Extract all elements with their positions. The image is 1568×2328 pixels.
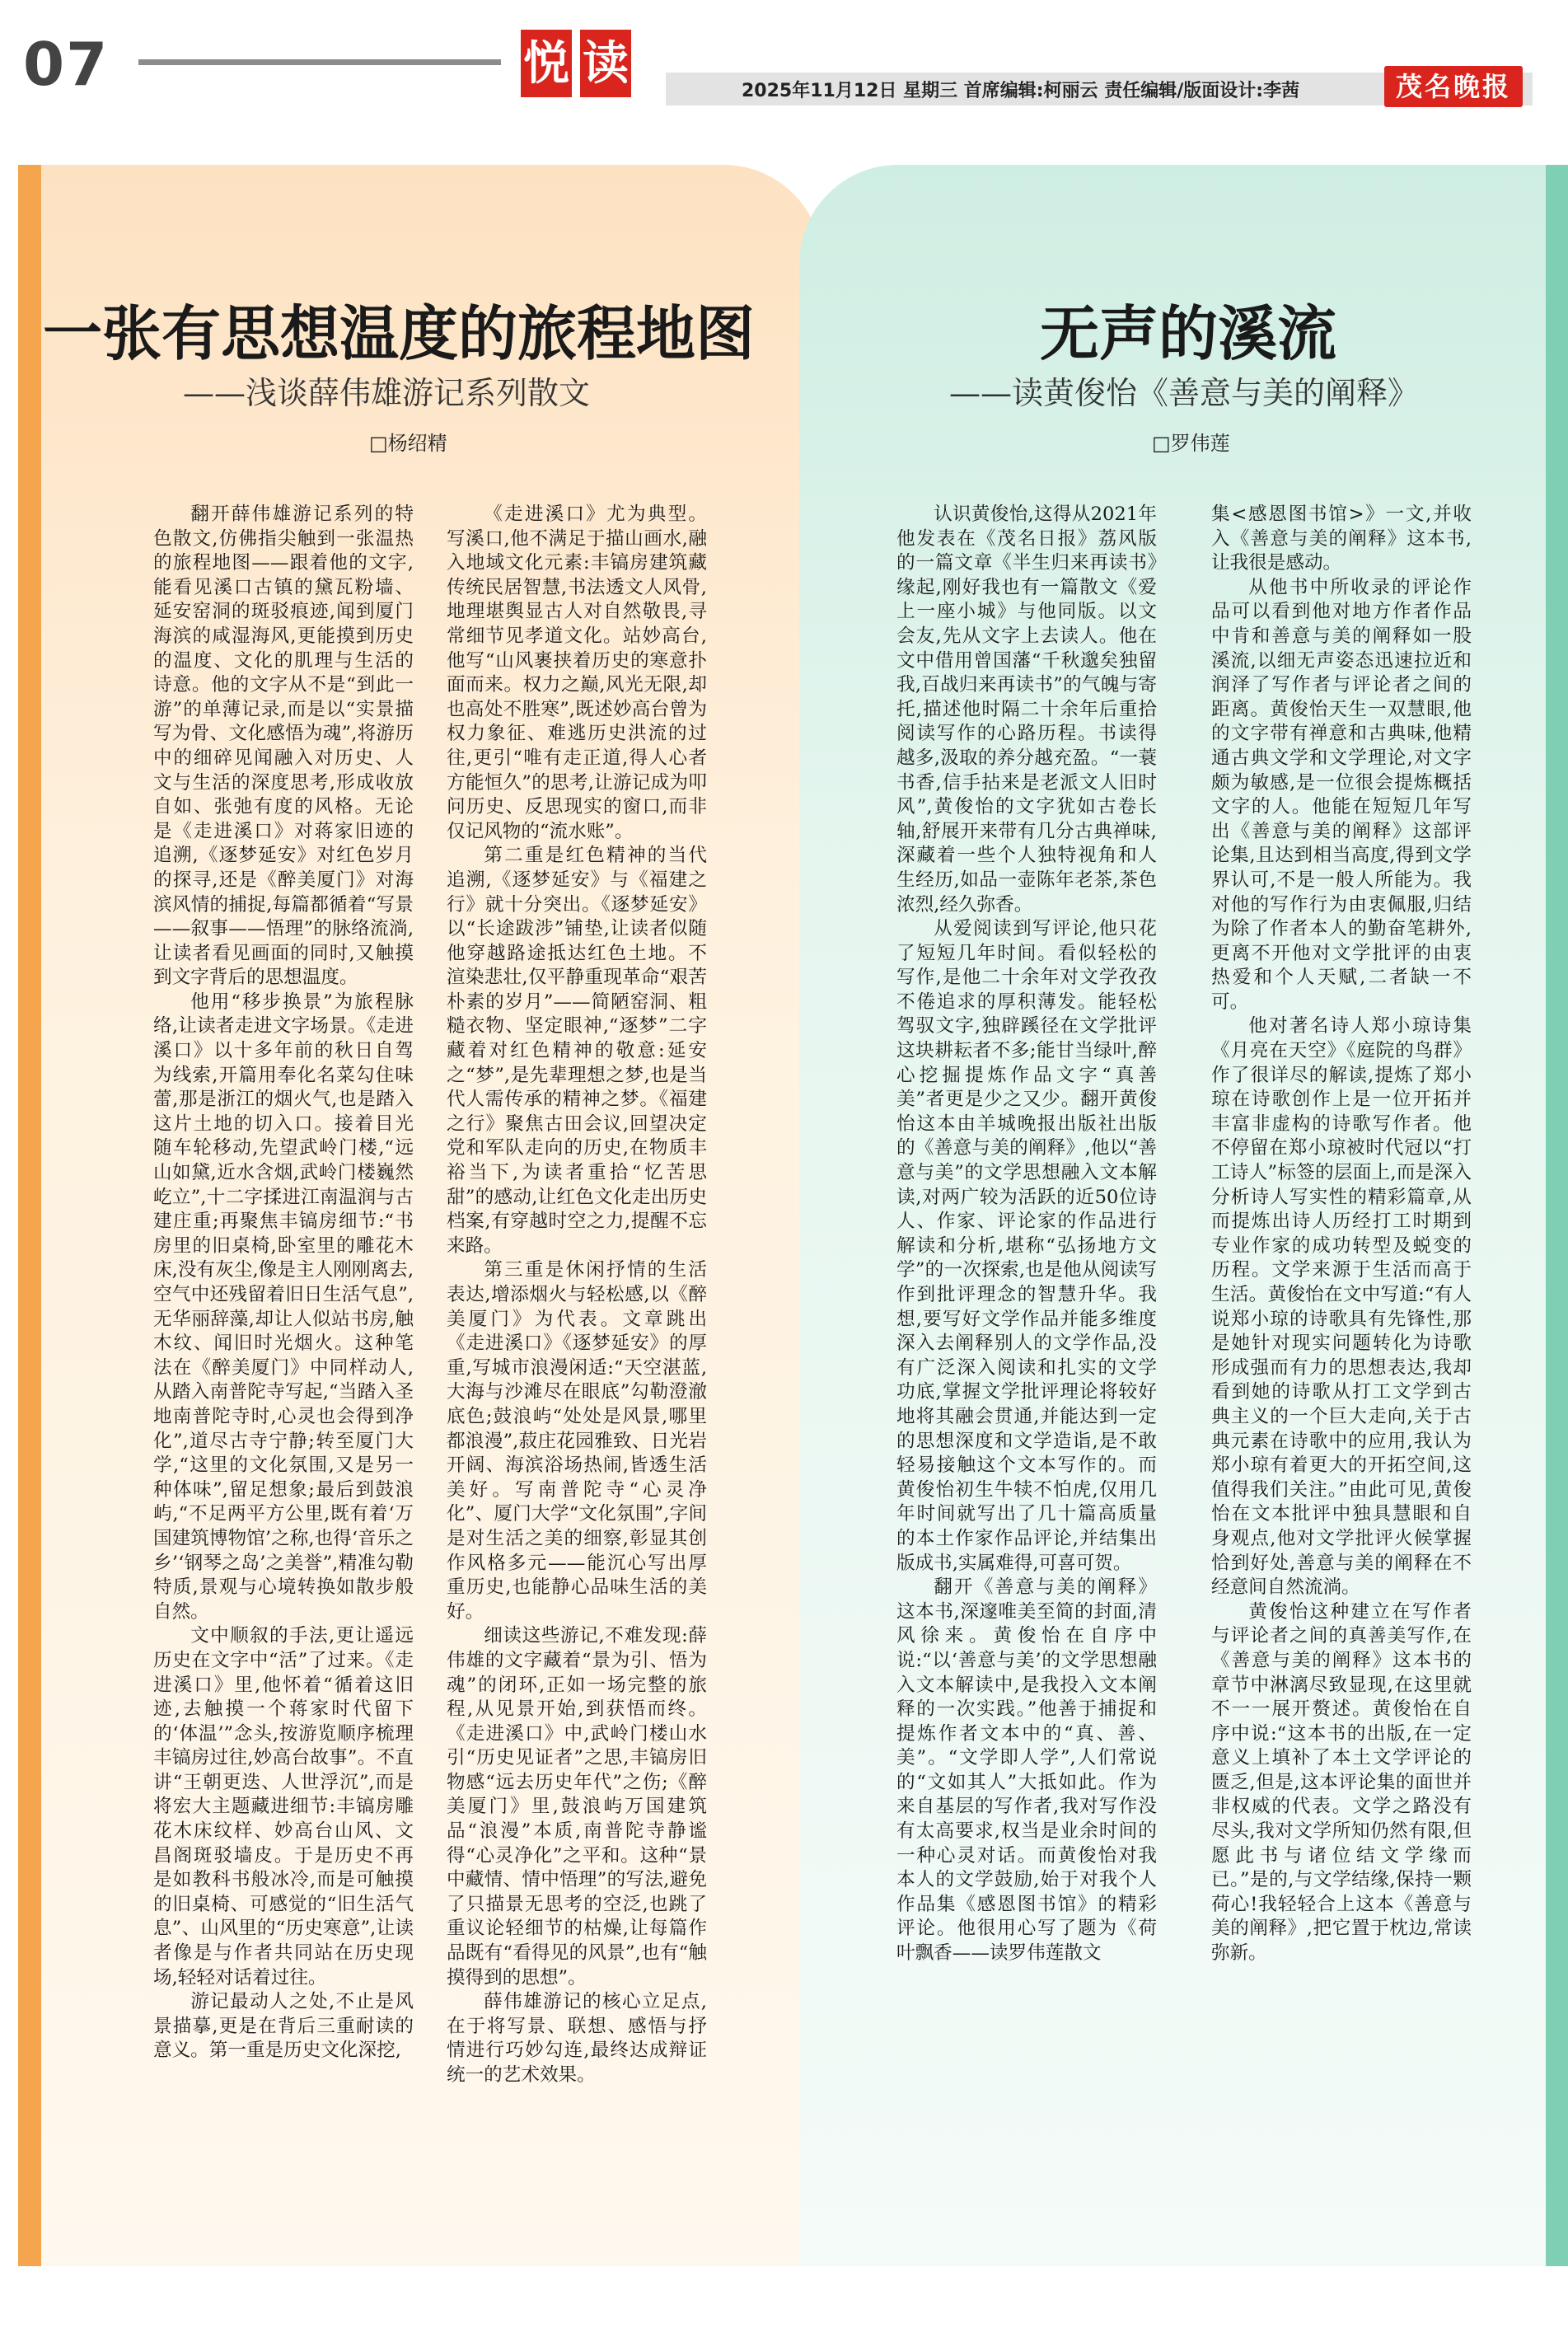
masthead-rule [138, 59, 501, 65]
paragraph: 从他书中所收录的评论作品可以看到他对地方作者作品中肯和善意与美的阐释如一股溪流,以细无声姿态迅速拉近和润泽了写作者与评论者之间的距离。黄俊怡天生一双慧眼,他的文字带有禅意和古典味,他精通古典文学和文学理论,对文字颇为敏感,是一位很会提炼概括文字的人。他能在短短几年写出《善意与美的阐释》这部评论集,且达到相当高度,得到文学界认可,不是一般人所能为。我对他的写作行为由衷佩服,归结为除了作者本人的勤奋笔耕外,更离不开他对文学批评的由衷热爱和个人天赋,二者缺一不可。 [1211, 576, 1472, 1013]
paragraph: 《走进溪口》尤为典型。写溪口,他不满足于描山画水,融入地域文化元素:丰镐房建筑藏传统民居智慧,书法透文人风骨,地理堪舆显古人对自然敬畏,寻常细节见孝道文化。站妙高台,他写“山风裹挟着历史的寒意扑面而来。权力之巅,风光无限,却也高处不胜寒”,既述妙高台曾为权力象征、难逃历史洪流的过往,更引“唯有走正道,得人心者方能恒久”的思考,让游记成为叩问历史、反思现实的窗口,而非仅记风物的“流水账”。 [447, 504, 707, 842]
left-article-subtitle: ——浅谈薛伟雄游记系列散文 [183, 375, 591, 411]
paragraph: 黄俊怡这种建立在写作者与评论者之间的真善美写作,在《善意与美的阐释》这本书的章节中淋漓尽致显现,在这里就不一一展开赘述。黄俊怡在自序中说:“这本书的出版,在一定意义上填补了本土文学评论的匮乏,但是,这本评论集的面世并非权威的代表。文学之路没有尽头,我对文学所知仍然有限,但愿此书与诸位结文学缘而已。”是的,与文学结缘,保持一颗荷心!我轻轻合上这本《善意与美的阐释》,把它置于枕边,常读弥新。 [1211, 1600, 1472, 1965]
paragraph: 他对著名诗人郑小琼诗集《月亮在天空》《庭院的鸟群》作了很详尽的解读,提炼了郑小琼在诗歌创作上是一位开拓并丰富非虚构的诗歌写作者。他不停留在郑小琼被时代冠以“打工诗人”标签的层面上,而是深入分析诗人写实性的精彩篇章,从而提炼出诗人历经打工时期到专业作家的成功转型及蜕变的历程。文学来源于生活而高于生活。黄俊怡在文中写道:“有人说郑小琼的诗歌具有先锋性,那是她针对现实问题转化为诗歌形成强而有力的思想表达,我却看到她的诗歌从打工文学到古典主义的一个巨大走向,关于古典元素在诗歌中的应用,我认为郑小琼有着更大的开拓空间,这值得我们关注。”由此可见,黄俊怡在文本批评中独具慧眼和自身观点,他对文学批评火候掌握恰到好处,善意与美的阐释在不经意间自然流淌。 [1211, 1015, 1472, 1599]
paragraph: 翻开薛伟雄游记系列的特色散文,仿佛指尖触到一张温热的旅程地图——跟着他的文字,能看见溪口古镇的黛瓦粉墙、延安窑洞的斑驳痕迹,闻到厦门海滨的咸湿海风,更能摸到历史的温度、文化的肌理与生活的诗意。他的文字从不是“到此一游”的单薄记录,而是以“实景描写为骨、文化感悟为魂”,将游历中的细碎见闻融入对历史、人文与生活的深度思考,形成收放自如、张弛有度的风格。无论是《走进溪口》对蒋家旧迹的追溯,《逐梦延安》对红色岁月的探寻,还是《醉美厦门》对海滨风情的捕捉,每篇都循着“写景——叙事——悟理”的脉络流淌,让读者看见画面的同时,又触摸到文字背后的思想温度。 [153, 504, 414, 989]
paragraph: 细读这些游记,不难发现:薛伟雄的文字藏着“景为引、悟为魂”的闭环,正如一场完整的旅程,从见景开始,到获悟而终。《走进溪口》中,武岭门楼山水引“历史见证者”之思,丰镐房旧物感“远去历史年代”之伤;《醉美厦门》里,鼓浪屿万国建筑品“浪漫”本质,南普陀寺静谧得“心灵净化”之平和。这种“景中藏情、情中悟理”的写法,避免了只描景无思考的空泛,也跳了重议论轻细节的枯燥,让每篇作品既有“看得见的风景”,也有“触摸得到的思想”。 [447, 1625, 707, 1988]
paragraph: 他用“移步换景”为旅程脉络,让读者走进文字场景。《走进溪口》以十多年前的秋日自驾为线索,开篇用奉化名菜勾住味蕾,那是浙江的烟火气,也是踏入这片土地的切入口。接着目光随车轮移动,先望武岭门楼,“远山如黛,近水含烟,武岭门楼巍然屹立”,十二字揉进江南温润与古建庄重;再聚焦丰镐房细节:“书房里的旧桌椅,卧室里的雕花木床,没有灰尘,像是主人刚刚离去,空气中还残留着旧日生活气息”,无华丽辞藻,却让人似站书房,触木纹、闻旧时光烟火。这种笔法在《醉美厦门》中同样动人,从踏入南普陀寺写起,“当踏入圣地南普陀寺时,心灵也会得到净化”,道尽古寺宁静;转至厦门大学,“这里的文化氛围,又是另一种体味”,留足想象;最后到鼓浪屿,“不足两平方公里,既有着‘万国建筑博物馆’之称,也得‘音乐之乡’‘钢琴之岛’之美誉”,精准勾勒特质,景观与心境转换如散步般自然。 [153, 991, 414, 1623]
paragraph: 从爱阅读到写评论,他只花了短短几年时间。看似轻松的写作,是他二十余年对文学孜孜不倦追求的厚积薄发。能轻松驾驭文字,独辟蹊径在文学批评这块耕耘者不多;能甘当绿叶,醉心挖掘提炼作品文字“真善美”者更是少之又少。翻开黄俊怡这本由羊城晚报出版社出版的《善意与美的阐释》,他以“善意与美”的文学思想融入文本解读,对两广较为活跃的近50位诗人、作家、评论家的作品进行解读和分析,堪称“弘扬地方文学”的一次探索,也是他从阅读写作到批评理念的智慧升华。我想,要写好文学作品并能多维度深入去阐释别人的文学作品,没有广泛深入阅读和扎实的文学功底,掌握文学批评理论将较好地将其融会贯通,并能达到一定的思想深度和文学造诣,是不敢轻易接触这个文本写作的。而黄俊怡初生牛犊不怕虎,仅用几年时间就写出了几十篇高质量的本土作家作品评论,并结集出版成书,实属难得,可喜可贺。 [896, 918, 1157, 1574]
paragraph: 认识黄俊怡,这得从2021年他发表在《茂名日报》荔风版的一篇文章《半生归来再读书》缘起,刚好我也有一篇散文《爱上一座小城》与他同版。以文会友,先从文字上去读人。他在文中借用曾国藩“千秋邈矣独留我,百战归来再读书”的气魄与寄托,描述他时隔二十余年后重拾阅读写作的心路历程。书读得越多,汲取的养分越充盈。“一蓑书香,信手拈来是老派文人旧时风”,黄俊怡的文字犹如古卷长轴,舒展开来带有几分古典禅味,深藏着一些个人独特视角和人生经历,如品一壶陈年老茶,茶色浓烈,经久弥香。 [896, 504, 1157, 916]
paragraph: 游记最动人之处,不止是风景描摹,更是在背后三重耐读的意义。第一重是历史文化深挖, [153, 1991, 414, 2062]
page-number [23, 23, 109, 105]
section-label-yue: 悦 [521, 30, 572, 97]
left-article-author: □杨绍精 [369, 432, 447, 455]
left-article-column-2 [447, 503, 707, 2088]
paragraph: 集<感恩图书馆>》一文,并收入《善意与美的阐释》这本书,让我很是感动。 [1211, 504, 1472, 574]
section-label-du: 读 [580, 30, 631, 97]
right-article-column-1 [896, 503, 1157, 1966]
right-article-column-2 [1211, 503, 1472, 1966]
paragraph: 第二重是红色精神的当代追溯,《逐梦延安》与《福建之行》就十分突出。《逐梦延安》以“长途跋涉”铺垫,让读者似随他穿越路途抵达红色土地。不渲染悲壮,仅平静重现革命“艰苦朴素的岁月”——简陋窑洞、粗糙衣物、坚定眼神,“逐梦”二字藏着对红色精神的敬意:延安之“梦”,是先辈理想之梦,也是当代人需传承的精神之梦。《福建之行》聚焦古田会议,回望决定党和军队走向的历史,在物质丰裕当下,为读者重拾“忆苦思甜”的感动,让红色文化走出历史档案,有穿越时空之力,提醒不忘来路。 [447, 845, 707, 1257]
right-article-author: □罗伟莲 [1152, 432, 1230, 455]
right-article-subtitle: ——读黄俊怡《善意与美的阐释》 [949, 375, 1420, 411]
paragraph: 第三重是休闲抒情的生活表达,增添烟火与轻松感,以《醉美厦门》为代表。文章跳出《走进溪口》《逐梦延安》的厚重,写城市浪漫闲适:“天空湛蓝,大海与沙滩尽在眼底”勾勒澄澈底色;鼓浪屿“处处是风景,哪里都浪漫”,菽庄花园雅致、日光岩开阔、海滨浴场热闹,皆透生活美好。写南普陀寺“心灵净化”、厦门大学“文化氛围”,字间是对生活之美的细察,彰显其创作风格多元——能沉心写出厚重历史,也能静心品味生活的美好。 [447, 1259, 707, 1623]
left-article-title: 一张有思想温度的旅程地图 [43, 298, 756, 368]
left-article-column-1 [153, 503, 414, 2063]
page-number-text: 07 [23, 30, 110, 99]
paragraph: 薛伟雄游记的核心立足点,在于将写景、联想、感悟与抒情进行巧妙勾连,最终达成辩证统一的艺术效果。 [447, 1991, 707, 2086]
newspaper-logo: 茂名晚报 [1384, 66, 1523, 107]
paragraph: 翻开《善意与美的阐释》这本书,深邃唯美至简的封面,清风徐来。黄俊怡在自序中说:“以‘善意与美’的文学思想融入文本解读中,是我投入文本阐释的一次实践。”他善于捕捉和提炼作者文本中的“真、善、美”。“文学即人学”,人们常说的“文如其人”大抵如此。作为来自基层的写作者,我对写作没有太高要求,权当是业余时间的一种心灵对话。而黄俊怡对我本人的文学鼓励,始于对我个人作品集《感恩图书馆》的精彩评论。他很用心写了题为《荷叶飘香——读罗伟莲散文 [896, 1576, 1157, 1965]
paragraph: 文中顺叙的手法,更让遥远历史在文字中“活”了过来。《走进溪口》里,他怀着“循着这旧迹,去触摸一个蒋家时代留下的‘体温’”念头,按游览顺序梳理丰镐房过往,妙高台故事”。不直讲“王朝更迭、人世浮沉”,而是将宏大主题藏进细节:丰镐房雕花木床纹样、妙高台山风、文昌阁斑驳墙皮。于是历史不再是如教科书般冰冷,而是可触摸的旧桌椅、可感觉的“旧生活气息”、山风里的“历史寒意”,让读者像是与作者共同站在历史现场,轻轻对话着过往。 [153, 1625, 414, 1988]
date-editor-line: 2025年11月12日 星期三 首席编辑:柯丽云 责任编辑/版面设计:李茜 [742, 80, 1300, 101]
right-article-title: 无声的溪流 [1040, 298, 1337, 368]
